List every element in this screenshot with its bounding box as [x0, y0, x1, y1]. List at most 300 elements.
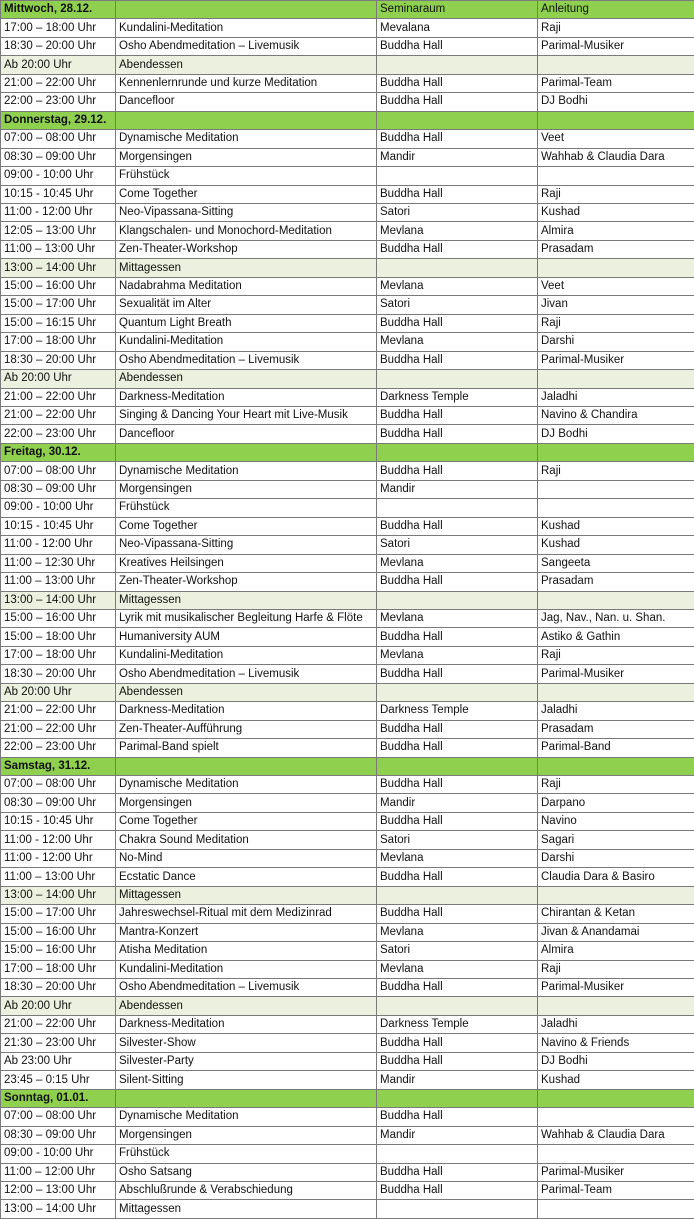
title-cell: Come Together — [116, 812, 377, 830]
time-cell: 21:00 – 22:00 Uhr — [1, 388, 116, 406]
meal-row — [1, 683, 694, 701]
title-cell: Mittagessen — [116, 886, 377, 904]
time-cell: 13:00 – 14:00 Uhr — [1, 259, 116, 277]
lead-cell: Jaladhi — [538, 388, 694, 406]
room-cell: Satori — [377, 831, 538, 849]
time-cell: 12:00 – 13:00 Uhr — [1, 1182, 116, 1200]
lead-cell: Parimal-Musiker — [538, 351, 694, 369]
room-cell: Buddha Hall — [377, 351, 538, 369]
lead-cell — [538, 1108, 694, 1126]
title-cell: Humaniversity AUM — [116, 628, 377, 646]
schedule-row — [1, 628, 694, 646]
schedule-row — [1, 1182, 694, 1200]
schedule-row — [1, 1034, 694, 1052]
room-cell: Mandir — [377, 794, 538, 812]
title-cell: Osho Abendmeditation – Livemusik — [116, 37, 377, 55]
title-cell: Kundalini-Meditation — [116, 646, 377, 664]
lead-cell: Sagari — [538, 831, 694, 849]
lead-cell: Wahhab & Claudia Dara — [538, 1126, 694, 1144]
title-cell: Dynamische Meditation — [116, 130, 377, 148]
time-cell: 21:30 – 23:00 Uhr — [1, 1034, 116, 1052]
room-cell — [377, 683, 538, 701]
title-cell: Frühstück — [116, 167, 377, 185]
schedule-row — [1, 923, 694, 941]
time-cell: 10:15 - 10:45 Uhr — [1, 185, 116, 203]
time-cell: 22:00 – 23:00 Uhr — [1, 93, 116, 111]
room-cell: Satori — [377, 203, 538, 221]
room-cell: Mevlana — [377, 609, 538, 627]
lead-cell: Navino & Friends — [538, 1034, 694, 1052]
title-cell: Klangschalen- und Monochord-Meditation — [116, 222, 377, 240]
lead-cell: DJ Bodhi — [538, 425, 694, 443]
title-cell: Osho Abendmeditation – Livemusik — [116, 979, 377, 997]
room-cell — [377, 886, 538, 904]
time-cell: 10:15 - 10:45 Uhr — [1, 517, 116, 535]
schedule-row — [1, 1071, 694, 1089]
schedule-row — [1, 794, 694, 812]
lead-cell — [538, 480, 694, 498]
room-cell: Buddha Hall — [377, 130, 538, 148]
time-cell: 17:00 – 18:00 Uhr — [1, 19, 116, 37]
schedule-row — [1, 462, 694, 480]
room-cell — [377, 499, 538, 517]
time-cell: 22:00 – 23:00 Uhr — [1, 425, 116, 443]
time-cell: 21:00 – 22:00 Uhr — [1, 406, 116, 424]
schedule-row — [1, 702, 694, 720]
day-label: Freitag, 30.12. — [1, 443, 116, 461]
title-cell: Mittagessen — [116, 259, 377, 277]
time-cell: 15:00 – 17:00 Uhr — [1, 905, 116, 923]
room-cell: Buddha Hall — [377, 517, 538, 535]
schedule-row — [1, 960, 694, 978]
lead-cell: Jaladhi — [538, 702, 694, 720]
schedule-row — [1, 203, 694, 221]
title-cell: Chakra Sound Meditation — [116, 831, 377, 849]
title-cell: Singing & Dancing Your Heart mit Live-Musik — [116, 406, 377, 424]
time-cell: Ab 20:00 Uhr — [1, 997, 116, 1015]
time-cell: 09:00 - 10:00 Uhr — [1, 1145, 116, 1163]
lead-cell: Sangeeta — [538, 554, 694, 572]
title-cell: Darkness-Meditation — [116, 1015, 377, 1033]
room-cell: Mevlana — [377, 222, 538, 240]
schedule-row — [1, 1108, 694, 1126]
title-cell: Darkness-Meditation — [116, 388, 377, 406]
lead-cell: Claudia Dara & Basiro — [538, 868, 694, 886]
title-cell: Morgensingen — [116, 1126, 377, 1144]
title-cell: Osho Satsang — [116, 1163, 377, 1181]
title-cell — [116, 1, 377, 19]
time-cell: 15:00 – 18:00 Uhr — [1, 628, 116, 646]
lead-cell: Parimal-Band — [538, 739, 694, 757]
time-cell: 11:00 – 13:00 Uhr — [1, 868, 116, 886]
room-cell: Buddha Hall — [377, 739, 538, 757]
day-label: Mittwoch, 28.12. — [1, 1, 116, 19]
time-cell: 18:30 – 20:00 Uhr — [1, 979, 116, 997]
title-cell: Mittagessen — [116, 1200, 377, 1218]
room-cell: Buddha Hall — [377, 665, 538, 683]
room-cell: Satori — [377, 942, 538, 960]
meal-row — [1, 997, 694, 1015]
time-cell: 13:00 – 14:00 Uhr — [1, 591, 116, 609]
lead-cell: DJ Bodhi — [538, 1052, 694, 1070]
time-cell: 21:00 – 22:00 Uhr — [1, 702, 116, 720]
schedule-row — [1, 1052, 694, 1070]
title-cell: No-Mind — [116, 849, 377, 867]
title-cell: Kreatives Heilsingen — [116, 554, 377, 572]
time-cell: 21:00 – 22:00 Uhr — [1, 720, 116, 738]
schedule-row — [1, 130, 694, 148]
schedule-row — [1, 868, 694, 886]
lead-cell: Chirantan & Ketan — [538, 905, 694, 923]
title-cell: Abendessen — [116, 683, 377, 701]
room-cell: Buddha Hall — [377, 240, 538, 258]
lead-cell: Raji — [538, 462, 694, 480]
room-cell: Buddha Hall — [377, 812, 538, 830]
schedule-row — [1, 646, 694, 664]
room-cell: Buddha Hall — [377, 776, 538, 794]
time-cell: 17:00 – 18:00 Uhr — [1, 333, 116, 351]
column-header-room — [377, 111, 538, 129]
lead-cell: Parimal-Musiker — [538, 665, 694, 683]
schedule-row — [1, 554, 694, 572]
room-cell: Mandir — [377, 1071, 538, 1089]
schedule-row — [1, 19, 694, 37]
schedule-row — [1, 480, 694, 498]
time-cell: 09:00 - 10:00 Uhr — [1, 499, 116, 517]
room-cell: Buddha Hall — [377, 1182, 538, 1200]
meal-row — [1, 259, 694, 277]
lead-cell: Raji — [538, 19, 694, 37]
title-cell: Mittagessen — [116, 591, 377, 609]
lead-cell: Veet — [538, 277, 694, 295]
schedule-row — [1, 388, 694, 406]
room-cell: Buddha Hall — [377, 1163, 538, 1181]
title-cell: Kundalini-Meditation — [116, 19, 377, 37]
time-cell: 13:00 – 14:00 Uhr — [1, 886, 116, 904]
schedule-row — [1, 776, 694, 794]
schedule-row — [1, 37, 694, 55]
lead-cell: Kushad — [538, 1071, 694, 1089]
room-cell: Buddha Hall — [377, 1034, 538, 1052]
title-cell: Atisha Meditation — [116, 942, 377, 960]
room-cell: Mevlana — [377, 646, 538, 664]
lead-cell: Parimal-Team — [538, 74, 694, 92]
title-cell: Morgensingen — [116, 480, 377, 498]
time-cell: 07:00 – 08:00 Uhr — [1, 1108, 116, 1126]
title-cell: Zen-Theater-Workshop — [116, 573, 377, 591]
room-cell: Buddha Hall — [377, 425, 538, 443]
title-cell: Abschlußrunde & Verabschiedung — [116, 1182, 377, 1200]
title-cell: Dynamische Meditation — [116, 1108, 377, 1126]
schedule-row — [1, 148, 694, 166]
time-cell: Ab 20:00 Uhr — [1, 56, 116, 74]
room-cell: Satori — [377, 536, 538, 554]
day-label: Donnerstag, 29.12. — [1, 111, 116, 129]
lead-cell — [538, 1145, 694, 1163]
time-cell: 11:00 – 13:00 Uhr — [1, 573, 116, 591]
schedule-row — [1, 1200, 694, 1218]
room-cell — [377, 591, 538, 609]
room-cell: Mandir — [377, 148, 538, 166]
time-cell: 12:05 – 13:00 Uhr — [1, 222, 116, 240]
room-cell: Buddha Hall — [377, 406, 538, 424]
title-cell: Neo-Vipassana-Sitting — [116, 203, 377, 221]
title-cell: Silvester-Party — [116, 1052, 377, 1070]
schedule-body — [1, 1, 694, 1219]
time-cell: 21:00 – 22:00 Uhr — [1, 74, 116, 92]
time-cell: 08:30 – 09:00 Uhr — [1, 794, 116, 812]
schedule-row — [1, 739, 694, 757]
title-cell: Silent-Sitting — [116, 1071, 377, 1089]
column-header-lead — [538, 1089, 694, 1107]
day-header-row — [1, 757, 694, 775]
column-header-lead — [538, 443, 694, 461]
lead-cell: Darshi — [538, 333, 694, 351]
title-cell: Lyrik mit musikalischer Begleitung Harfe & Flöte — [116, 609, 377, 627]
room-cell: Buddha Hall — [377, 1052, 538, 1070]
schedule-row — [1, 812, 694, 830]
schedule-row — [1, 609, 694, 627]
room-cell: Buddha Hall — [377, 1108, 538, 1126]
room-cell: Mevalana — [377, 19, 538, 37]
day-label: Samstag, 31.12. — [1, 757, 116, 775]
lead-cell — [538, 886, 694, 904]
room-cell: Mevlana — [377, 849, 538, 867]
time-cell: 07:00 – 08:00 Uhr — [1, 462, 116, 480]
lead-cell — [538, 370, 694, 388]
room-cell: Buddha Hall — [377, 37, 538, 55]
schedule-row — [1, 942, 694, 960]
time-cell: 22:00 – 23:00 Uhr — [1, 739, 116, 757]
title-cell: Morgensingen — [116, 148, 377, 166]
title-cell: Abendessen — [116, 56, 377, 74]
schedule-row — [1, 93, 694, 111]
time-cell: 08:30 – 09:00 Uhr — [1, 148, 116, 166]
title-cell: Silvester-Show — [116, 1034, 377, 1052]
lead-cell: Jivan — [538, 296, 694, 314]
lead-cell: Darpano — [538, 794, 694, 812]
schedule-row — [1, 499, 694, 517]
room-cell: Mevlana — [377, 554, 538, 572]
column-header-room — [377, 1089, 538, 1107]
lead-cell: Raji — [538, 646, 694, 664]
schedule-row — [1, 665, 694, 683]
title-cell: Osho Abendmeditation – Livemusik — [116, 665, 377, 683]
title-cell — [116, 111, 377, 129]
title-cell: Abendessen — [116, 997, 377, 1015]
time-cell: Ab 23:00 Uhr — [1, 1052, 116, 1070]
title-cell: Nadabrahma Meditation — [116, 277, 377, 295]
title-cell — [116, 443, 377, 461]
lead-cell: Jaladhi — [538, 1015, 694, 1033]
lead-cell: Jag, Nav., Nan. u. Shan. — [538, 609, 694, 627]
title-cell: Quantum Light Breath — [116, 314, 377, 332]
lead-cell: Kushad — [538, 536, 694, 554]
room-cell: Satori — [377, 296, 538, 314]
schedule-row — [1, 905, 694, 923]
day-header-row — [1, 111, 694, 129]
title-cell — [116, 757, 377, 775]
time-cell: 17:00 – 18:00 Uhr — [1, 646, 116, 664]
lead-cell — [538, 56, 694, 74]
room-cell: Buddha Hall — [377, 185, 538, 203]
room-cell: Buddha Hall — [377, 573, 538, 591]
lead-cell: Kushad — [538, 517, 694, 535]
day-header-row — [1, 1, 694, 19]
lead-cell: Navino & Chandira — [538, 406, 694, 424]
lead-cell: Wahhab & Claudia Dara — [538, 148, 694, 166]
room-cell — [377, 1145, 538, 1163]
time-cell: 15:00 – 16:00 Uhr — [1, 942, 116, 960]
room-cell: Buddha Hall — [377, 462, 538, 480]
schedule-row — [1, 1015, 694, 1033]
lead-cell: Raji — [538, 776, 694, 794]
time-cell: 10:15 - 10:45 Uhr — [1, 812, 116, 830]
column-header-room — [377, 443, 538, 461]
lead-cell: Parimal-Musiker — [538, 979, 694, 997]
time-cell: 15:00 – 16:15 Uhr — [1, 314, 116, 332]
time-cell: 13:00 – 14:00 Uhr — [1, 1200, 116, 1218]
title-cell: Dynamische Meditation — [116, 462, 377, 480]
lead-cell: DJ Bodhi — [538, 93, 694, 111]
title-cell: Morgensingen — [116, 794, 377, 812]
lead-cell: Astiko & Gathin — [538, 628, 694, 646]
room-cell: Darkness Temple — [377, 388, 538, 406]
room-cell: Mandir — [377, 1126, 538, 1144]
schedule-row — [1, 185, 694, 203]
title-cell: Neo-Vipassana-Sitting — [116, 536, 377, 554]
room-cell — [377, 167, 538, 185]
lead-cell: Jivan & Anandamai — [538, 923, 694, 941]
schedule-row — [1, 167, 694, 185]
schedule-row — [1, 277, 694, 295]
schedule-row — [1, 240, 694, 258]
lead-cell: Parimal-Musiker — [538, 1163, 694, 1181]
title-cell: Frühstück — [116, 1145, 377, 1163]
time-cell: 15:00 – 16:00 Uhr — [1, 923, 116, 941]
room-cell: Buddha Hall — [377, 93, 538, 111]
title-cell: Abendessen — [116, 370, 377, 388]
lead-cell: Raji — [538, 314, 694, 332]
title-cell: Darkness-Meditation — [116, 702, 377, 720]
title-cell: Parimal-Band spielt — [116, 739, 377, 757]
time-cell: 18:30 – 20:00 Uhr — [1, 665, 116, 683]
column-header-lead — [538, 111, 694, 129]
room-cell: Buddha Hall — [377, 74, 538, 92]
lead-cell: Prasadam — [538, 573, 694, 591]
day-header-row — [1, 443, 694, 461]
lead-cell: Almira — [538, 942, 694, 960]
lead-cell — [538, 499, 694, 517]
room-cell: Buddha Hall — [377, 628, 538, 646]
time-cell: 09:00 - 10:00 Uhr — [1, 167, 116, 185]
time-cell: 15:00 – 17:00 Uhr — [1, 296, 116, 314]
lead-cell: Prasadam — [538, 240, 694, 258]
title-cell: Kundalini-Meditation — [116, 333, 377, 351]
lead-cell — [538, 591, 694, 609]
schedule-row — [1, 720, 694, 738]
room-cell — [377, 259, 538, 277]
time-cell: 15:00 – 16:00 Uhr — [1, 277, 116, 295]
schedule-row — [1, 314, 694, 332]
time-cell: Ab 20:00 Uhr — [1, 683, 116, 701]
room-cell — [377, 997, 538, 1015]
lead-cell — [538, 997, 694, 1015]
time-cell: 11:00 - 12:00 Uhr — [1, 831, 116, 849]
time-cell: 18:30 – 20:00 Uhr — [1, 37, 116, 55]
title-cell: Come Together — [116, 517, 377, 535]
room-cell: Buddha Hall — [377, 979, 538, 997]
time-cell: 08:30 – 09:00 Uhr — [1, 480, 116, 498]
time-cell: 11:00 - 12:00 Uhr — [1, 849, 116, 867]
title-cell: Come Together — [116, 185, 377, 203]
schedule-row — [1, 536, 694, 554]
time-cell: 17:00 – 18:00 Uhr — [1, 960, 116, 978]
schedule-row — [1, 1126, 694, 1144]
meal-row — [1, 370, 694, 388]
title-cell: Ecstatic Dance — [116, 868, 377, 886]
title-cell: Zen-Theater-Workshop — [116, 240, 377, 258]
lead-cell — [538, 683, 694, 701]
lead-cell: Raji — [538, 960, 694, 978]
lead-cell: Parimal-Musiker — [538, 37, 694, 55]
schedule-row — [1, 74, 694, 92]
title-cell: Zen-Theater-Aufführung — [116, 720, 377, 738]
title-cell: Sexualität im Alter — [116, 296, 377, 314]
title-cell: Osho Abendmeditation – Livemusik — [116, 351, 377, 369]
schedule-row — [1, 979, 694, 997]
lead-cell — [538, 259, 694, 277]
time-cell: 07:00 – 08:00 Uhr — [1, 776, 116, 794]
schedule-row — [1, 333, 694, 351]
time-cell: 21:00 – 22:00 Uhr — [1, 1015, 116, 1033]
title-cell: Mantra-Konzert — [116, 923, 377, 941]
lead-cell: Kushad — [538, 203, 694, 221]
title-cell — [116, 1089, 377, 1107]
column-header-room — [377, 757, 538, 775]
schedule-row — [1, 222, 694, 240]
room-cell: Buddha Hall — [377, 905, 538, 923]
meal-row — [1, 886, 694, 904]
lead-cell — [538, 167, 694, 185]
time-cell: Ab 20:00 Uhr — [1, 370, 116, 388]
schedule-row — [1, 351, 694, 369]
lead-cell: Raji — [538, 185, 694, 203]
lead-cell: Navino — [538, 812, 694, 830]
time-cell: 07:00 – 08:00 Uhr — [1, 130, 116, 148]
lead-cell: Almira — [538, 222, 694, 240]
schedule-row — [1, 831, 694, 849]
title-cell: Jahreswechsel-Ritual mit dem Medizinrad — [116, 905, 377, 923]
room-cell: Buddha Hall — [377, 720, 538, 738]
schedule-row — [1, 296, 694, 314]
time-cell: 15:00 – 16:00 Uhr — [1, 609, 116, 627]
room-cell: Mevlana — [377, 333, 538, 351]
schedule-row — [1, 1163, 694, 1181]
title-cell: Frühstück — [116, 499, 377, 517]
schedule-row — [1, 849, 694, 867]
lead-cell: Darshi — [538, 849, 694, 867]
meal-row — [1, 56, 694, 74]
title-cell: Kundalini-Meditation — [116, 960, 377, 978]
lead-cell: Veet — [538, 130, 694, 148]
schedule-row — [1, 406, 694, 424]
room-cell: Mandir — [377, 480, 538, 498]
lead-cell: Parimal-Team — [538, 1182, 694, 1200]
lead-cell — [538, 1200, 694, 1218]
room-cell: Mevlana — [377, 960, 538, 978]
time-cell: 08:30 – 09:00 Uhr — [1, 1126, 116, 1144]
